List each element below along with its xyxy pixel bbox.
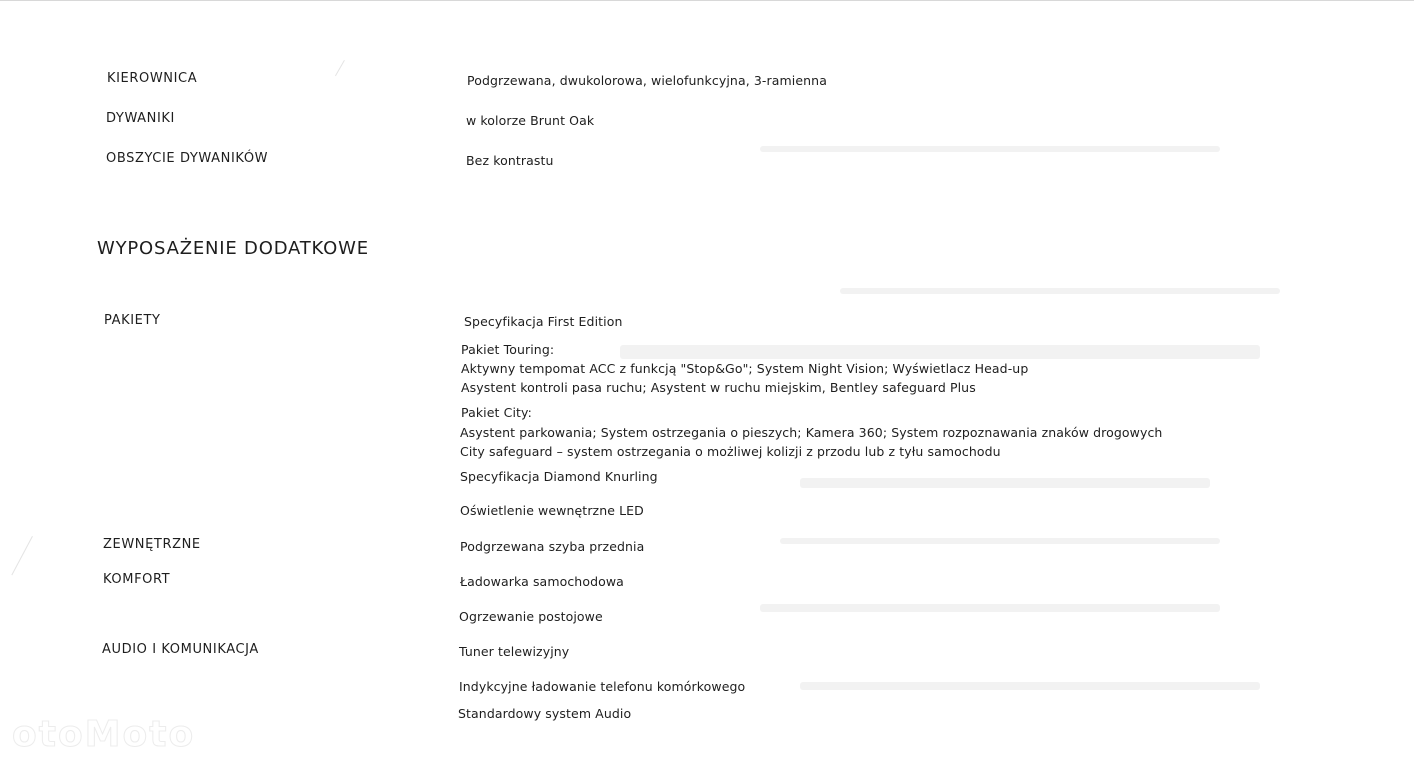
scan-artifact <box>335 60 345 76</box>
item-tuner: Tuner telewizyjny <box>459 644 570 659</box>
scan-artifact <box>760 146 1220 152</box>
item-first-edition: Specyfikacja First Edition <box>464 314 623 329</box>
label-pakiety: PAKIETY <box>104 313 161 328</box>
item-diamond-knurling: Specyfikacja Diamond Knurling <box>460 469 658 484</box>
item-city-line2: City safeguard – system ostrzegania o możliwej kolizji z przodu lub z tyłu samochodu <box>460 444 1001 459</box>
scan-artifact <box>620 345 1260 359</box>
scan-artifact <box>11 536 33 575</box>
label-audio: AUDIO I KOMUNIKACJA <box>102 642 259 657</box>
item-ogrzewanie: Ogrzewanie postojowe <box>459 609 603 624</box>
scan-artifact <box>800 478 1210 488</box>
label-dywaniki: DYWANIKI <box>106 111 175 126</box>
label-obszycie-dywanikow: OBSZYCIE DYWANIKÓW <box>106 151 269 166</box>
item-audio-std: Standardowy system Audio <box>458 706 632 721</box>
scan-artifact <box>760 604 1220 612</box>
scan-artifact <box>780 538 1220 544</box>
item-szyba: Podgrzewana szyba przednia <box>460 539 645 554</box>
value-obszycie-dywanikow: Bez kontrastu <box>466 153 554 168</box>
item-touring-line2: Asystent kontroli pasa ruchu; Asystent w ruchu miejskim, Bentley safeguard Plus <box>461 380 976 395</box>
item-touring-title: Pakiet Touring: <box>461 342 555 357</box>
item-city-line1: Asystent parkowania; System ostrzegania o pieszych; Kamera 360; System rozpoznawania znaków drogowych <box>460 425 1163 440</box>
scan-artifact <box>800 682 1260 690</box>
scan-artifact <box>840 288 1280 294</box>
item-touring-line1: Aktywny tempomat ACC z funkcją "Stop&Go"; System Night Vision; Wyświetlacz Head-up <box>461 361 1029 376</box>
value-dywaniki: w kolorze Brunt Oak <box>466 113 595 128</box>
item-ladowarka: Ładowarka samochodowa <box>460 574 624 589</box>
label-zewnetrzne: ZEWNĘTRZNE <box>103 537 201 552</box>
label-kierownica: KIEROWNICA <box>107 71 198 86</box>
watermark-logo: otoMoto <box>12 714 196 755</box>
top-rule <box>0 0 1414 1</box>
section-title: WYPOSAŻENIE DODATKOWE <box>97 238 369 259</box>
value-kierownica: Podgrzewana, dwukolorowa, wielofunkcyjna, 3-ramienna <box>467 73 827 88</box>
item-led: Oświetlenie wewnętrzne LED <box>460 503 644 518</box>
label-komfort: KOMFORT <box>103 572 171 587</box>
item-city-title: Pakiet City: <box>461 405 532 420</box>
item-indukcyjne: Indykcyjne ładowanie telefonu komórkowego <box>459 679 746 694</box>
